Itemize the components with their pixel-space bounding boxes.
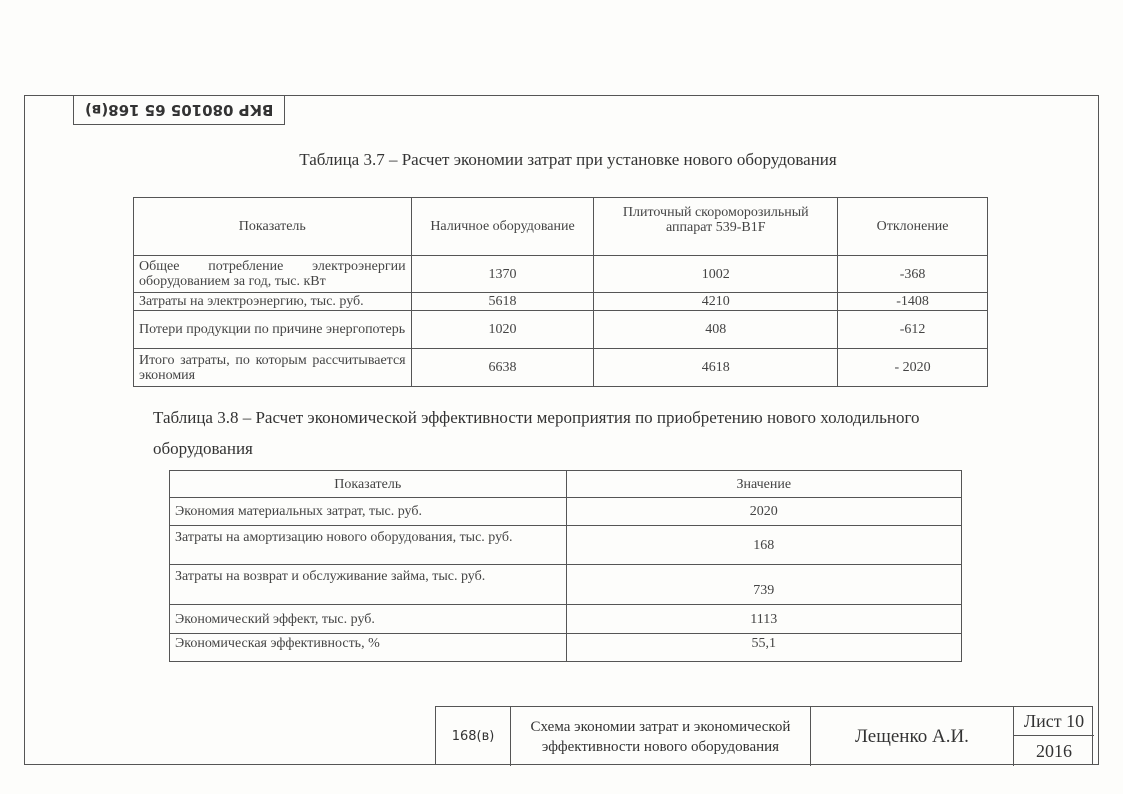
row-label: Затраты на электроэнергию, тыс. руб.	[134, 293, 412, 311]
document-code-stamp	[73, 95, 285, 125]
header-cell: Наличное оборудование	[411, 198, 594, 256]
cell-diff: -612	[838, 311, 988, 349]
cell-new: 4618	[594, 349, 838, 387]
title-block-sheet: Лист 10	[1014, 707, 1094, 736]
title-block-code: 168(в)	[436, 707, 511, 766]
row-label: Экономический эффект, тыс. руб.	[170, 605, 567, 634]
row-label: Потери продукции по причине энергопотерь	[134, 311, 412, 349]
table-header-row	[134, 198, 988, 256]
drawing-frame	[24, 95, 1099, 765]
cell-diff: - 2020	[838, 349, 988, 387]
table2-caption-line1: Таблица 3.8 – Расчет экономической эффективности мероприятия по приобретению нового холодильного	[153, 408, 920, 427]
row-value: 168	[566, 526, 961, 565]
table-row	[134, 311, 988, 349]
cell-current: 1370	[411, 256, 594, 293]
cell-new: 408	[594, 311, 838, 349]
cell-new: 1002	[594, 256, 838, 293]
title-block-year: 2016	[1036, 740, 1072, 761]
table-row	[134, 349, 988, 387]
table-row	[134, 293, 988, 311]
cell-current: 6638	[411, 349, 594, 387]
table2-caption-line2: оборудования	[153, 439, 253, 458]
cell-current: 5618	[411, 293, 594, 311]
table-row	[170, 634, 962, 662]
table-row	[170, 526, 962, 565]
cell-diff: -1408	[838, 293, 988, 311]
title-block	[435, 706, 1093, 765]
cost-savings-table	[133, 197, 988, 387]
table-row	[170, 565, 962, 605]
efficiency-table	[169, 470, 962, 662]
title-block-author: Лещенко А.И.	[811, 707, 1014, 766]
row-value: 55,1	[566, 634, 961, 662]
row-value: 1113	[566, 605, 961, 634]
row-value: 739	[566, 565, 961, 605]
row-label: Итого затраты, по которым рассчитывается экономия	[134, 349, 412, 387]
table-row	[170, 605, 962, 634]
header-cell: Значение	[566, 471, 961, 498]
row-value: 2020	[566, 498, 961, 526]
title-block-title: Схема экономии затрат и экономической эффективности нового оборудования	[511, 707, 811, 766]
header-cell: Отклонение	[838, 198, 988, 256]
table1-caption: Таблица 3.7 – Расчет экономии затрат при установке нового оборудования	[299, 150, 837, 169]
table-row	[134, 256, 988, 293]
header-cell: Показатель	[134, 198, 412, 256]
cell-new: 4210	[594, 293, 838, 311]
table-row	[170, 498, 962, 526]
cell-current: 1020	[411, 311, 594, 349]
row-label: Экономическая эффективность, %	[170, 634, 567, 662]
stamp-text: ВКР 080105 65 168(в)	[84, 100, 274, 119]
row-label: Экономия материальных затрат, тыс. руб.	[170, 498, 567, 526]
row-label: Затраты на возврат и обслуживание займа, тыс. руб.	[170, 565, 567, 605]
row-label: Общее потребление электроэнергии оборудованием за год, тыс. кВт	[134, 256, 412, 293]
header-cell: Плиточный скороморозильный аппарат 539-В1F	[594, 198, 838, 256]
row-label: Затраты на амортизацию нового оборудования, тыс. руб.	[170, 526, 567, 565]
table-header-row	[170, 471, 962, 498]
cell-diff: -368	[838, 256, 988, 293]
header-cell: Показатель	[170, 471, 567, 498]
